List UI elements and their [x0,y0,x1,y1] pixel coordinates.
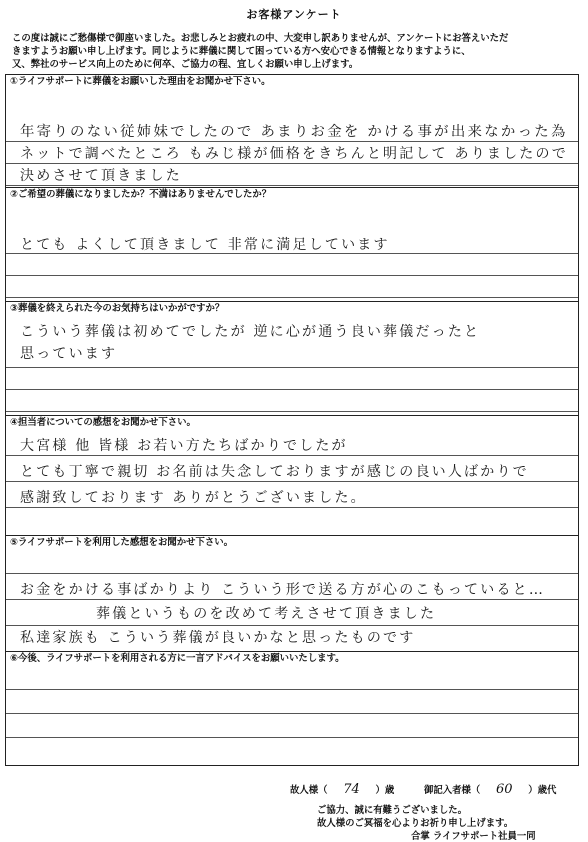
answer-rule [6,625,578,626]
section-4-answer: とても丁寧で親切 お名前は失念しておりますが感じの良い人ばかりで [20,464,529,480]
answer-rule [6,599,578,600]
section-4-answer: 大宮様 他 皆様 お若い方たちばかりでしたが [20,438,348,454]
section-4-answer: 感謝致しております ありがとうございました。 [20,490,367,506]
section-1-answer: ネットで調べたところ もみじ様が価格をきちんと明記して ありましたので [20,146,568,162]
section-4-question: ④担当者についての感想をお聞かせ下さい。 [6,415,578,429]
deceased-age-field [290,782,394,797]
intro-line: 又、弊社のサービス向上のために何卒、ご協力の程、宜しくお願い申し上げます。 [12,59,359,70]
writer-age-field [424,782,556,797]
deceased-age-value: 74 [343,782,360,797]
section-6-question: ⑥今後、ライフサポートを利用される方に一言アドバイスをお願いいたします。 [6,651,578,665]
intro-line: きますようお願い申し上げます。同じように葬儀に関して困っている方へ安心できる情報となりますように、 [12,46,471,57]
answer-rule [6,367,578,368]
section-3-answer: こういう葬儀は初めてでしたが 逆に心が通う良い葬儀だったと [20,324,481,340]
thanks-line-1: ご協力、誠に有難うございました。 [317,805,468,816]
answer-rule [6,507,578,508]
section-1-answer: 決めさせて頂きました [20,168,182,184]
answer-rule [6,389,578,390]
section-5-answer: お金をかける事ばかりより こういう形で送る方が心のこもっていると… [20,582,546,598]
answer-rule [6,455,578,456]
intro-line: この度は誠にご愁傷様で御座いました。お悲しみとお疲れの中、大変申し訳ありませんが、アンケートにお答えいただ [12,33,509,44]
section-5-answer: 私達家族も こういう葬儀が良いかなと思ったものです [20,630,416,646]
answer-rule [6,573,578,574]
answer-rule [6,713,578,714]
answer-rule [6,689,578,690]
answer-rule [6,141,578,142]
answer-rule [6,411,578,412]
section-3-question: ③葬儀を終えられた今のお気持ちはいかがですか？ [6,301,578,315]
deceased-label: 故人様（ [290,785,328,796]
section-3-answer: 思っています [20,346,118,362]
section-5-question: ⑤ライフサポートを利用した感想をお聞かせ下さい。 [6,535,578,549]
section-1-question: ①ライフサポートに葬儀をお願いした理由をお聞かせ下さい。 [10,76,271,87]
signature-line: 合掌 ライフサポート社員一同 [411,831,536,842]
writer-suffix: ）歳代 [528,785,557,796]
page-title: お客様アンケート [246,8,342,21]
writer-label: 御記入者様（ [424,785,481,796]
answer-rule [6,275,578,276]
section-2-question: ②ご希望の葬儀になりましたか？不満はありませんでしたか？ [6,187,578,201]
answer-rule [6,297,578,298]
answer-rule [6,185,578,186]
answer-rule [6,481,578,482]
intro-text [12,32,578,71]
deceased-suffix: ）歳 [375,785,395,796]
writer-age-value: 60 [495,782,513,797]
thanks-line-2: 故人様のご冥福を心よりお祈り申し上げます。 [317,818,514,829]
answer-rule [6,737,578,738]
section-2-answer: とても よくして頂きまして 非常に満足しています [20,237,390,253]
answer-rule [6,163,578,164]
section-1-answer: 年寄りのない従姉妹でしたので あまりお金を かける事が出来なかった為 [20,124,568,140]
section-5-answer: 葬儀というものを改めて考えさせて頂きました [96,606,437,622]
survey-form [5,74,579,766]
